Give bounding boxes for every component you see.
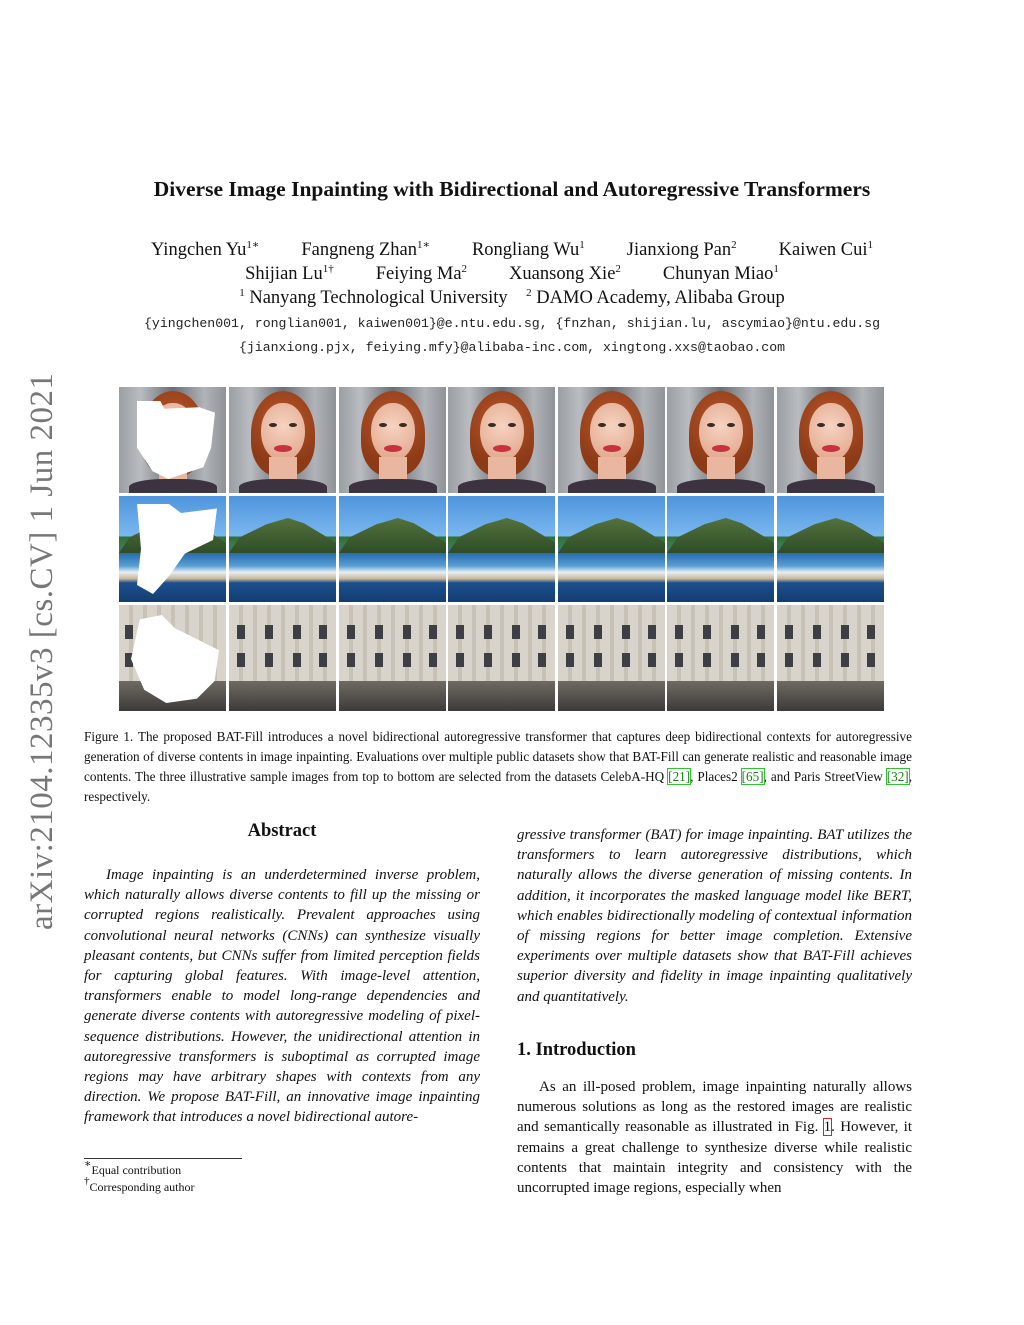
authors_row2-author-3 [663, 264, 779, 285]
author-name: Yingchen Yu [150, 240, 247, 260]
author-mark: 2 [731, 239, 737, 251]
footnote-1-mark: ∗ [84, 1158, 92, 1170]
affiliation-2: DAMO Academy, Alibaba Group [536, 288, 785, 308]
beach-result-3 [448, 496, 555, 602]
author-mark: 2 [615, 263, 621, 275]
street-result-3 [448, 605, 555, 711]
face-result-5 [667, 387, 774, 493]
author-name: Fangneng Zhan [301, 240, 417, 260]
footnote-divider [84, 1158, 242, 1159]
abstract-right-column: gressive transformer (BAT) for image inpainting. BAT utilizes the transformers to learn autoregressive distributions, which naturally allows the diverse generation of missing contents. In addition, it incorporates the masked language model like BERT, which enables bidirectionally modeling of contextual information of missing regions for better image completion. Extensive experiments over multiple datasets show that BAT-Fill achieves superior diversity and fidelity in image inpainting qualitatively and quantitatively. [517, 827, 912, 1005]
footnote-2-text: Corresponding author [89, 1180, 195, 1194]
affiliation-1-mark: 1 [239, 287, 245, 299]
abstract-left-column: Image inpainting is an underdetermined inverse problem, which naturally allows diverse contents to fill up the missing or corrupted regions realistically. Prevalent approaches using convolutional neural networks (CNNs) can synthesize visually pleasant contents, but CNNs suffer from limited perception fields for capturing global features. With image-level attention, transformers enable to model long-range dependencies and generate diverse contents with autoregressive modeling of pixel-sequence distributions. However, the unidirectional attention in autoregressive transformers is suboptimal as corrupted image regions may have arbitrary shapes with contexts from any direction. We propose BAT-Fill, an innovative image inpainting framework that introduces a novel bidirectional autore- [84, 867, 480, 1126]
author-name: Rongliang Wu [471, 240, 580, 260]
beach-result-2 [339, 496, 446, 602]
author-mark: 1 [773, 263, 779, 275]
author-name: Jianxiong Pan [626, 240, 732, 260]
face-result-3 [448, 387, 555, 493]
footnote-1-text: Equal contribution [91, 1163, 182, 1177]
arxiv-sidebar-id: arXiv:2104.12335v3 [cs.CV] 1 Jun 2021 [24, 372, 60, 930]
street-result-5 [667, 605, 774, 711]
caption-end: , respectively. [84, 769, 912, 804]
authors-row-2 [110, 264, 914, 285]
beach-ground-truth [777, 496, 884, 602]
author-name: Feiying Ma [375, 264, 462, 284]
beach-result-4 [558, 496, 665, 602]
beach-result-5 [667, 496, 774, 602]
author-mark: 1† [322, 263, 334, 275]
authors_row2-author-2 [509, 264, 621, 285]
fig-1-link[interactable]: 1 [823, 1119, 832, 1136]
authors_row2-author-0 [245, 264, 334, 285]
author-name: Shijian Lu [245, 264, 323, 284]
authors_row1-author-3 [627, 240, 737, 261]
ref-21-link[interactable]: [21] [668, 769, 691, 784]
caption-text: Figure 1. The proposed BAT-Fill introduces a novel bidirectional autoregressive transformer that captures deep bidirectional contexts for autoregressive generation of diverse contents in image inpainting. Evaluations over multiple public datasets show that BAT-Fill can generate realistic and reasonable image contents. The three illustrative sample images from top to bottom are selected from the datasets CelebA-HQ [84, 729, 912, 784]
caption-mid-1: , Places2 [690, 769, 742, 784]
face-result-4 [558, 387, 665, 493]
affiliations [0, 288, 1024, 309]
authors-row-1 [110, 240, 914, 261]
ref-32-link[interactable]: [32] [886, 769, 909, 784]
authors_row1-author-4 [779, 240, 873, 261]
author-mark: 1∗ [246, 239, 260, 251]
figure-1-caption [84, 727, 912, 807]
street-masked-input [119, 605, 226, 711]
street-result-1 [229, 605, 336, 711]
beach-result-1 [229, 496, 336, 602]
footnote-corresponding-author [84, 1175, 195, 1195]
street-ground-truth [777, 605, 884, 711]
face-result-1 [229, 387, 336, 493]
author-name: Chunyan Miao [662, 264, 774, 284]
face-ground-truth [777, 387, 884, 493]
authors_row1-author-1 [301, 240, 430, 261]
caption-mid-2: , and Paris StreetView [763, 769, 887, 784]
intro-text-b: . However, it remains a great challenge to synthesize diverse while realistic contents that maintain integrity and consistency with the uncorrupted image regions, especially when [517, 1119, 912, 1197]
face-result-2 [339, 387, 446, 493]
author-name: Xuansong Xie [509, 264, 616, 284]
author-mark: 1 [867, 239, 874, 251]
face-masked-input [119, 387, 226, 493]
abstract-heading: Abstract [247, 821, 317, 841]
authors_row1-author-2 [472, 240, 585, 261]
footnote-equal-contribution [84, 1158, 182, 1178]
affiliation-2-mark: 2 [526, 287, 532, 299]
street-result-4 [558, 605, 665, 711]
footnote-2-mark: † [84, 1175, 90, 1187]
street-result-2 [339, 605, 446, 711]
beach-masked-input [119, 496, 226, 602]
ref-65-link[interactable]: [65] [741, 769, 764, 784]
emails-line-1: {yingchen001, ronglian001, kaiwen001}@e.ntu.edu.sg, {fnzhan, shijian.lu, ascymiao}@ntu.edu.sg [144, 316, 880, 331]
authors_row1-author-0 [151, 240, 259, 261]
intro-text-a: As an ill-posed problem, image inpainting naturally allows numerous solutions as long as the restored images are realistic and semantically reasonable as illustrated in Fig. [517, 1079, 912, 1136]
affiliation-1: Nanyang Technological University [249, 288, 508, 308]
author-mark: 1∗ [416, 239, 430, 251]
author-mark: 1 [579, 239, 585, 251]
author-name: Kaiwen Cui [778, 240, 868, 260]
author-mark: 2 [461, 263, 468, 275]
introduction-text [517, 1077, 912, 1198]
paper-title: Diverse Image Inpainting with Bidirectional and Autoregressive Transformers [153, 177, 871, 201]
authors_row2-author-1 [376, 264, 467, 285]
introduction-heading: 1. Introduction [517, 1040, 636, 1060]
emails-line-2: {jianxiong.pjx, feiying.mfy}@alibaba-inc.com, xingtong.xxs@taobao.com [238, 340, 786, 355]
